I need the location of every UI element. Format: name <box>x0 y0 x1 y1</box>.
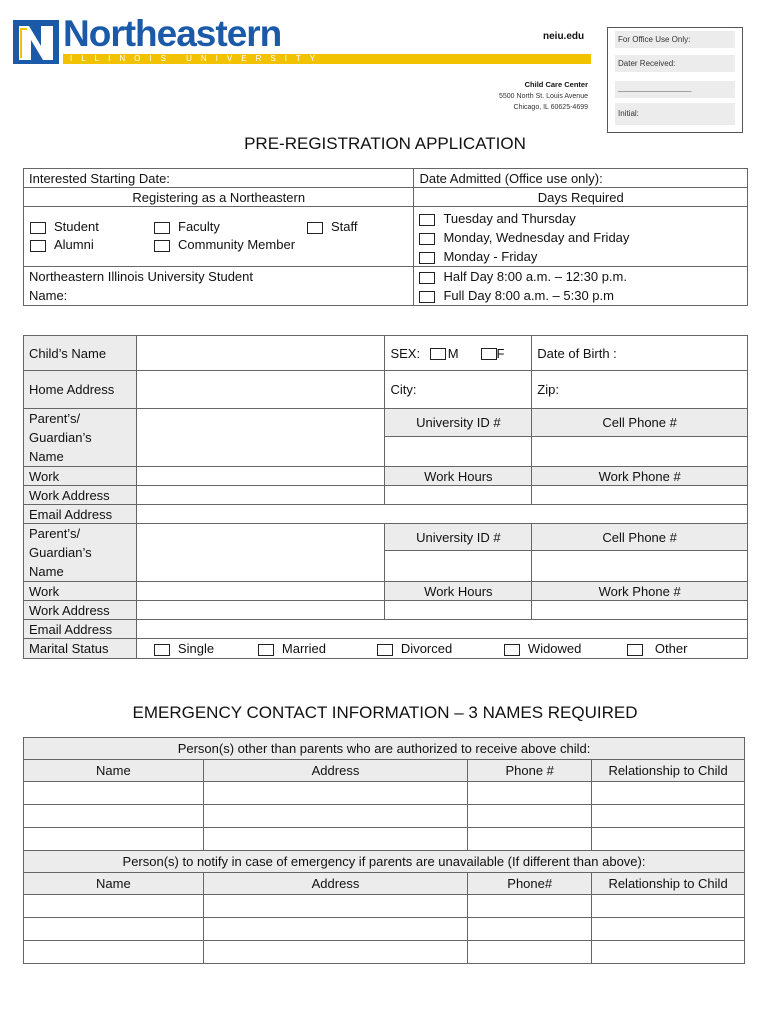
parent1-work-hours-header: Work Hours <box>385 467 532 486</box>
sex-f-checkbox-icon[interactable] <box>481 348 497 360</box>
marital-widowed[interactable]: Widowed <box>504 641 581 656</box>
office-use-box <box>607 27 743 133</box>
parent2-work-address-label: Work Address <box>24 601 137 620</box>
parent1-work-phone-header: Work Phone # <box>532 467 748 486</box>
website-label: neiu.edu <box>543 31 585 42</box>
parent1-name-input[interactable] <box>136 409 385 467</box>
initial-field[interactable]: Initial: <box>615 103 735 125</box>
day-length-options <box>414 267 748 306</box>
marital-status-options <box>136 639 747 659</box>
parent2-university-id-header: University ID # <box>385 524 532 551</box>
notify-row-2 <box>24 918 745 941</box>
phone-input[interactable] <box>468 828 592 851</box>
half-day-option[interactable]: Half Day 8:00 a.m. – 12:30 p.m. <box>419 267 742 286</box>
parent1-work-hours-input[interactable] <box>385 486 532 505</box>
form-title: PRE-REGISTRATION APPLICATION <box>244 134 526 153</box>
parent2-cell-phone-input[interactable] <box>532 551 748 582</box>
marital-status-label: Marital Status <box>24 639 137 659</box>
phone-input[interactable] <box>468 895 592 918</box>
parent2-work-label: Work <box>24 582 137 601</box>
col-relationship-header: Relationship to Child <box>592 873 745 895</box>
parent2-name-label: Parent’s/ Guardian’s Name <box>24 524 137 582</box>
col-name-header: Name <box>24 760 204 782</box>
parent1-work-input[interactable] <box>136 467 385 486</box>
address-input[interactable] <box>203 895 468 918</box>
sex-field: SEX: M F <box>385 336 532 371</box>
childs-name-label: Child’s Name <box>24 336 137 371</box>
phone-input[interactable] <box>468 941 592 964</box>
parent2-work-hours-input[interactable] <box>385 601 532 620</box>
parent1-name-label: Parent’s/ Guardian’s Name <box>24 409 137 467</box>
checkbox-icon[interactable] <box>30 240 46 252</box>
role-community-member[interactable]: Community Member <box>154 237 295 252</box>
checkbox-icon[interactable] <box>30 222 46 234</box>
name-input[interactable] <box>24 782 204 805</box>
parent2-work-address-input[interactable] <box>136 601 385 620</box>
checkbox-icon[interactable] <box>504 644 520 656</box>
home-address-input[interactable] <box>136 371 385 409</box>
name-input[interactable] <box>24 828 204 851</box>
parent2-work-input[interactable] <box>136 582 385 601</box>
childs-name-input[interactable] <box>136 336 385 371</box>
address-input[interactable] <box>203 918 468 941</box>
phone-input[interactable] <box>468 782 592 805</box>
checkbox-icon[interactable] <box>154 240 170 252</box>
parent2-email-input[interactable] <box>136 620 747 639</box>
role-faculty[interactable]: Faculty <box>154 219 220 234</box>
checkbox-icon[interactable] <box>419 272 435 284</box>
days-required-header: Days Required <box>414 188 748 207</box>
dob-field[interactable]: Date of Birth : <box>532 336 748 371</box>
parent1-work-address-label: Work Address <box>24 486 137 505</box>
checkbox-icon[interactable] <box>154 644 170 656</box>
relationship-input[interactable] <box>592 782 745 805</box>
day-options <box>414 207 748 267</box>
checkbox-icon[interactable] <box>307 222 323 234</box>
registering-as-header: Registering as a Northeastern <box>24 188 414 207</box>
parent1-work-phone-input[interactable] <box>532 486 748 505</box>
starting-date-field[interactable]: Interested Starting Date: <box>24 169 414 188</box>
col-address-header: Address <box>203 873 468 895</box>
emergency-contacts-table <box>23 737 745 964</box>
date-admitted-field: Date Admitted (Office use only): <box>414 169 748 188</box>
address-input[interactable] <box>203 828 468 851</box>
relationship-input[interactable] <box>592 828 745 851</box>
center-name: Child Care Center <box>524 80 588 89</box>
name-input[interactable] <box>24 895 204 918</box>
name-input[interactable] <box>24 805 204 828</box>
child-parent-table <box>23 335 748 659</box>
parent2-name-input[interactable] <box>136 524 385 582</box>
sex-m-checkbox-icon[interactable] <box>430 348 446 360</box>
parent1-university-id-header: University ID # <box>385 409 532 437</box>
relationship-input[interactable] <box>592 918 745 941</box>
checkbox-icon[interactable] <box>419 214 435 226</box>
authorized-row-1 <box>24 782 745 805</box>
checkbox-icon[interactable] <box>419 252 435 264</box>
col-name-header: Name <box>24 873 204 895</box>
marital-married[interactable]: Married <box>258 641 326 656</box>
checkbox-icon[interactable] <box>627 644 643 656</box>
col-phone-header: Phone# <box>468 873 592 895</box>
checkbox-icon[interactable] <box>377 644 393 656</box>
registration-table <box>23 168 748 306</box>
name-input[interactable] <box>24 941 204 964</box>
parent1-email-input[interactable] <box>136 505 747 524</box>
parent2-work-hours-header: Work Hours <box>385 582 532 601</box>
date-received-field[interactable]: Dater Received: <box>615 55 735 72</box>
office-line: ______________________ <box>615 81 735 98</box>
address-input[interactable] <box>203 941 468 964</box>
address-line-1: 5500 North St. Louis Avenue <box>499 93 588 100</box>
parent1-work-label: Work <box>24 467 137 486</box>
relationship-input[interactable] <box>592 941 745 964</box>
notify-row-3 <box>24 941 745 964</box>
center-address <box>470 79 588 113</box>
address-input[interactable] <box>203 782 468 805</box>
phone-input[interactable] <box>468 805 592 828</box>
checkbox-icon[interactable] <box>419 291 435 303</box>
office-use-title: For Office Use Only: <box>615 31 735 48</box>
marital-divorced[interactable]: Divorced <box>377 641 452 656</box>
role-student[interactable]: Student <box>30 219 99 234</box>
parent1-work-address-input[interactable] <box>136 486 385 505</box>
role-staff[interactable]: Staff <box>307 219 358 234</box>
parent2-work-phone-input[interactable] <box>532 601 748 620</box>
name-input[interactable] <box>24 918 204 941</box>
relationship-input[interactable] <box>592 805 745 828</box>
student-name-field[interactable]: Northeastern Illinois University Student Name: <box>24 267 414 306</box>
emergency-title: EMERGENCY CONTACT INFORMATION – 3 NAMES REQUIRED <box>132 703 638 722</box>
parent2-work-phone-header: Work Phone # <box>532 582 748 601</box>
marital-other[interactable]: Other <box>627 641 688 656</box>
parent2-university-id-input[interactable] <box>385 551 532 582</box>
notify-persons-header: Person(s) to notify in case of emergency if parents are unavailable (If different than above): <box>24 851 745 873</box>
role-options <box>24 207 414 267</box>
parent2-email-label: Email Address <box>24 620 137 639</box>
checkbox-icon[interactable] <box>258 644 274 656</box>
parent1-university-id-input[interactable] <box>385 437 532 467</box>
checkbox-icon[interactable] <box>154 222 170 234</box>
address-line-2: Chicago, IL 60625-4699 <box>513 104 588 111</box>
full-day-option[interactable]: Full Day 8:00 a.m. – 5:30 p.m <box>419 286 742 305</box>
checkbox-icon[interactable] <box>419 233 435 245</box>
notify-row-1 <box>24 895 745 918</box>
relationship-input[interactable] <box>592 895 745 918</box>
city-field[interactable]: City: <box>385 371 532 409</box>
logo-subtitle: ILLINOIS UNIVERSITY <box>70 54 325 63</box>
phone-input[interactable] <box>468 918 592 941</box>
parent2-cell-phone-header: Cell Phone # <box>532 524 748 551</box>
authorized-persons-header: Person(s) other than parents who are authorized to receive above child: <box>24 738 745 760</box>
col-address-header: Address <box>203 760 468 782</box>
address-input[interactable] <box>203 805 468 828</box>
col-relationship-header: Relationship to Child <box>592 760 745 782</box>
parent1-cell-phone-header: Cell Phone # <box>532 409 748 437</box>
day-option-mon-fri[interactable]: Monday - Friday <box>419 247 742 266</box>
authorized-row-3 <box>24 828 745 851</box>
zip-field[interactable]: Zip: <box>532 371 748 409</box>
role-alumni[interactable]: Alumni <box>30 237 94 252</box>
home-address-label: Home Address <box>24 371 137 409</box>
parent1-email-label: Email Address <box>24 505 137 524</box>
day-option-mon-wed-fri[interactable]: Monday, Wednesday and Friday <box>419 228 742 247</box>
col-phone-header: Phone # <box>468 760 592 782</box>
parent1-cell-phone-input[interactable] <box>532 437 748 467</box>
authorized-row-2 <box>24 805 745 828</box>
university-logo-mark <box>13 20 59 64</box>
marital-single[interactable]: Single <box>154 641 214 656</box>
university-logo-wordmark: Northeastern <box>63 13 282 54</box>
day-option-tue-thu[interactable]: Tuesday and Thursday <box>419 209 742 228</box>
